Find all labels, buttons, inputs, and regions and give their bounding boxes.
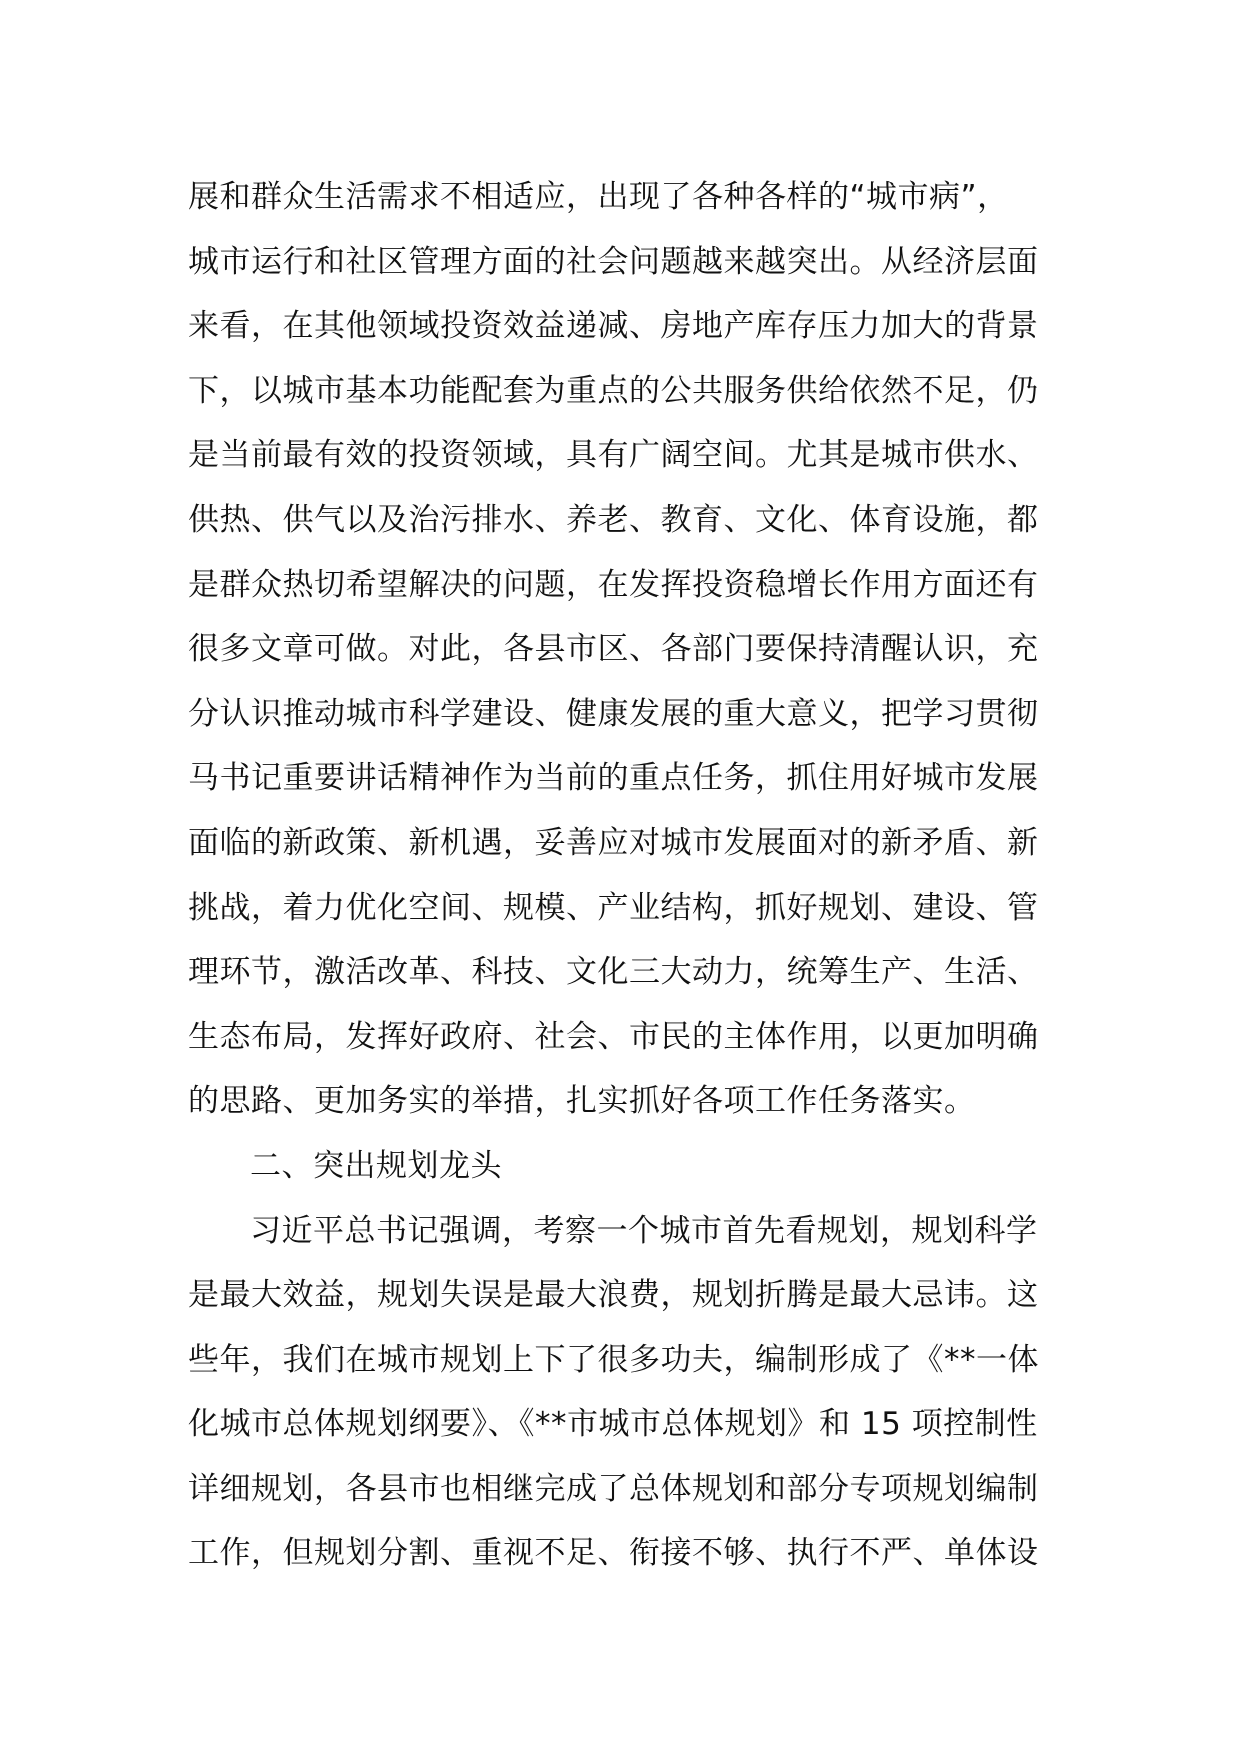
text-line: 城市运行和社区管理方面的社会问题越来越突出。从经济层面 bbox=[188, 243, 1039, 280]
body-text bbox=[188, 165, 1068, 1586]
section-heading: 二、突出规划龙头 bbox=[250, 1147, 502, 1184]
text-line: 些年，我们在城市规划上下了很多功夫，编制形成了《**一体 bbox=[188, 1341, 1039, 1378]
text-line: 是最大效益，规划失误是最大浪费，规划折腾是最大忌讳。这 bbox=[188, 1277, 1039, 1314]
text-line: 化城市总体规划纲要》、《**市城市总体规划》和 15 项控制性 bbox=[188, 1406, 1038, 1443]
text-line: 生态布局，发挥好政府、社会、市民的主体作用，以更加明确 bbox=[188, 1018, 1039, 1055]
text-line: 面临的新政策、新机遇，妥善应对城市发展面对的新矛盾、新 bbox=[188, 824, 1039, 861]
text-line: 是当前最有效的投资领域，具有广阔空间。尤其是城市供水、 bbox=[188, 437, 1039, 474]
paragraph-first-line: 习近平总书记强调，考察一个城市首先看规划，规划科学 bbox=[250, 1212, 1038, 1249]
text-line: 展和群众生活需求不相适应，出现了各种各样的“城市病”， bbox=[188, 179, 1009, 215]
text-line: 是群众热切希望解决的问题，在发挥投资稳增长作用方面还有 bbox=[188, 566, 1039, 603]
text-line: 工作，但规划分割、重视不足、衔接不够、执行不严、单体设 bbox=[188, 1535, 1039, 1572]
text-line: 来看，在其他领域投资效益递减、房地产库存压力加大的背景 bbox=[188, 308, 1039, 345]
text-line: 分认识推动城市科学建设、健康发展的重大意义，把学习贯彻 bbox=[188, 695, 1039, 732]
text-line: 供热、供气以及治污排水、养老、教育、文化、体育设施，都 bbox=[188, 501, 1039, 538]
text-line: 下，以城市基本功能配套为重点的公共服务供给依然不足，仍 bbox=[188, 372, 1039, 409]
text-line: 挑战，着力优化空间、规模、产业结构，抓好规划、建设、管 bbox=[188, 889, 1039, 926]
text-line: 很多文章可做。对此，各县市区、各部门要保持清醒认识，充 bbox=[188, 631, 1039, 668]
text-line: 详细规划，各县市也相继完成了总体规划和部分专项规划编制 bbox=[188, 1470, 1039, 1507]
text-line: 马书记重要讲话精神作为当前的重点任务，抓住用好城市发展 bbox=[188, 760, 1039, 797]
text-line: 理环节，激活改革、科技、文化三大动力，统筹生产、生活、 bbox=[188, 954, 1039, 991]
text-line: 的思路、更加务实的举措，扎实抓好各项工作任务落实。 bbox=[188, 1083, 976, 1120]
